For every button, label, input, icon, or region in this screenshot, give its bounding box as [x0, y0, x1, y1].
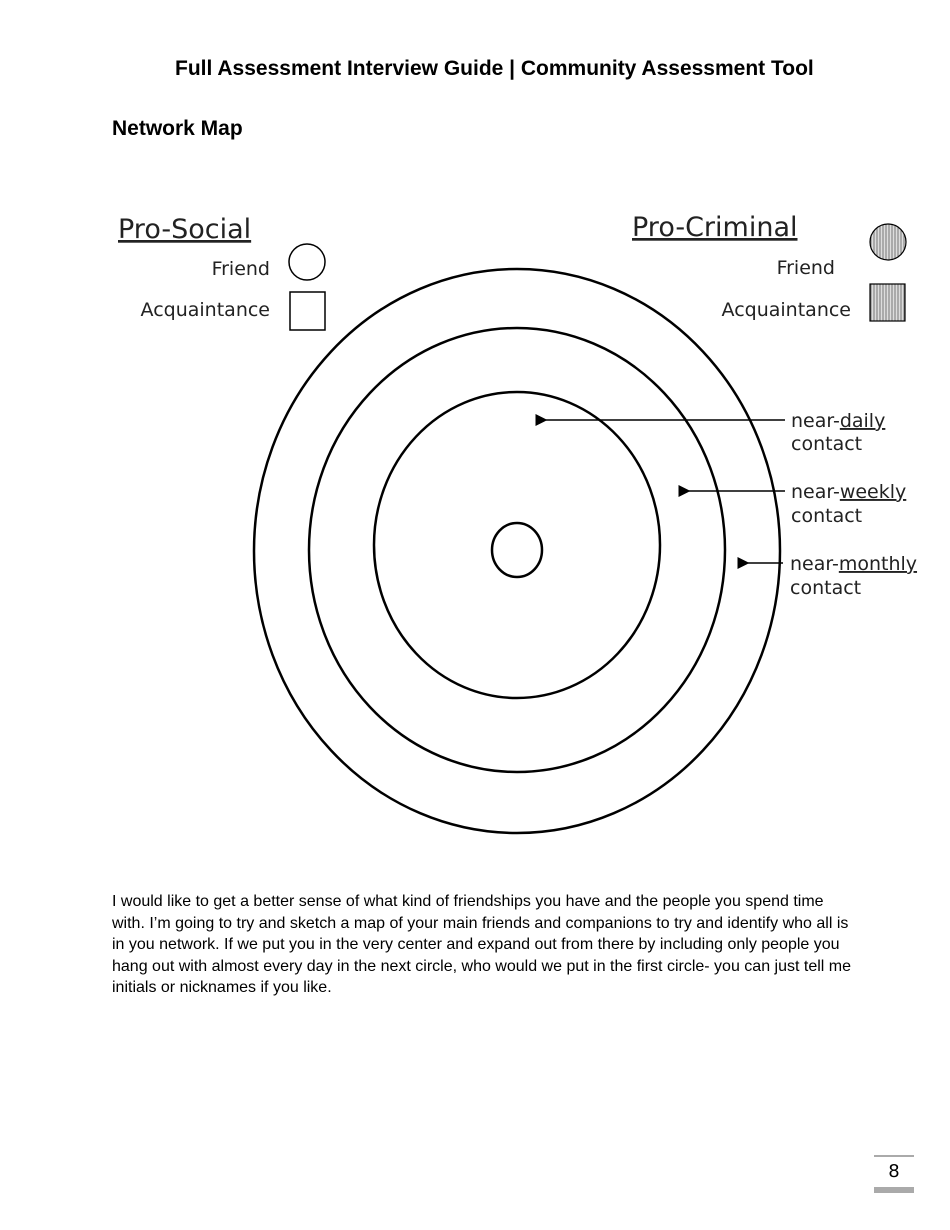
page-number: 8	[888, 1161, 900, 1182]
self-center-circle	[492, 523, 542, 577]
daily-label: near-daily	[791, 410, 886, 432]
friend-circle-icon	[289, 244, 325, 280]
daily-ring	[374, 392, 660, 698]
pro-criminal-acquaintance-label: Acquaintance	[721, 299, 851, 321]
bottom-rule	[874, 1187, 914, 1193]
weekly-label: near-weekly	[791, 481, 907, 503]
weekly-contact-label: contact	[791, 505, 863, 527]
page-number-box	[874, 1155, 914, 1193]
page-header: Full Assessment Interview Guide | Community Assessment Tool	[175, 57, 814, 80]
monthly-ring	[254, 269, 780, 833]
daily-contact-label: contact	[791, 433, 863, 455]
pro-social-acquaintance-label: Acquaintance	[140, 299, 270, 321]
pro-social-title: Pro-Social	[118, 214, 252, 245]
pro-social-friend-label: Friend	[211, 258, 270, 280]
monthly-label: near-monthly	[790, 553, 918, 575]
striped-friend-circle-icon	[870, 224, 906, 260]
weekly-ring	[309, 328, 725, 772]
section-title: Network Map	[112, 117, 243, 140]
striped-acquaintance-square-icon	[870, 284, 905, 321]
pro-criminal-title: Pro-Criminal	[632, 212, 798, 243]
acquaintance-square-icon	[290, 292, 325, 330]
monthly-contact-label: contact	[790, 577, 862, 599]
pro-criminal-friend-label: Friend	[776, 257, 835, 279]
body-paragraph: I would like to get a better sense of what kind of friendships you have and the people you spend time with. I’m going to try and sketch a map of your main friends and companions to try and identify who all is in you network. If we put you in the very center and expand out from there by including only people you hang out with almost every day in the next circle, who would we put in the first circle- you can just tell me initials or nicknames if you like.	[112, 893, 852, 996]
